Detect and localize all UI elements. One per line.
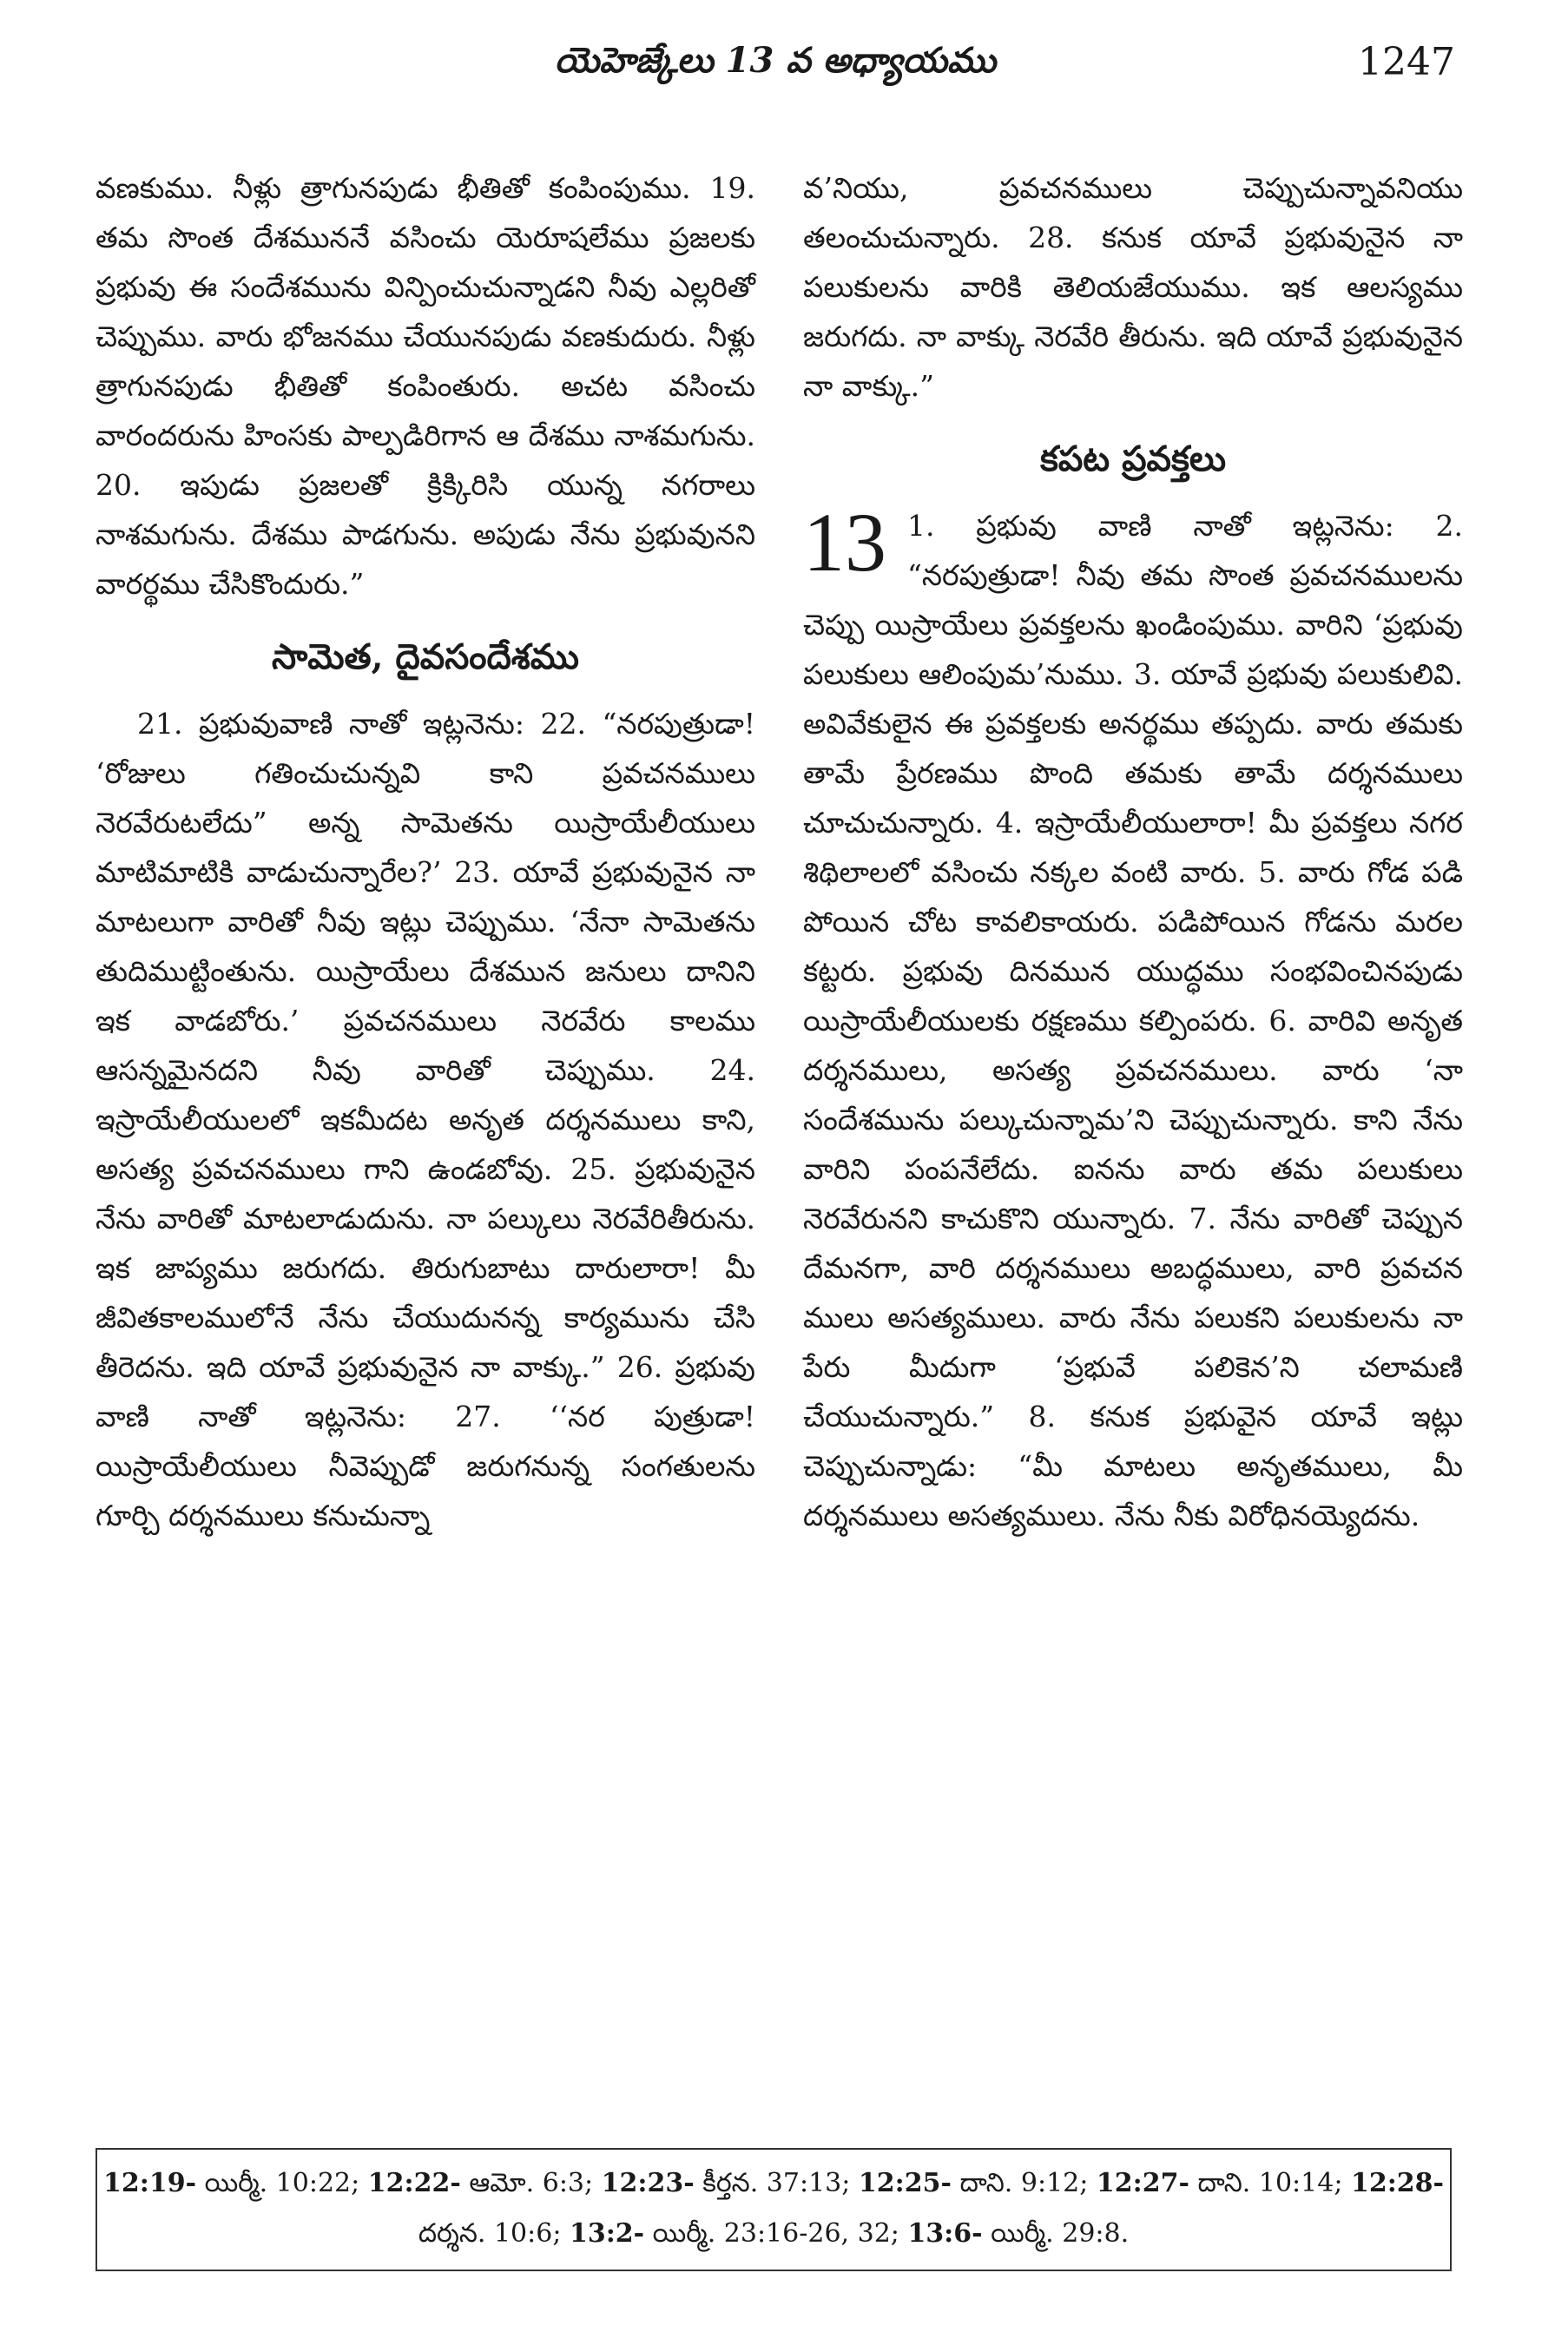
footnote-text: కీర్తన. 37:13;	[694, 2168, 859, 2198]
footnote-entry	[602, 2168, 859, 2198]
left-column	[96, 163, 755, 1540]
body-paragraph: వ’నియు, ప్రవచనములు చెప్పుచున్నావనియు తలంచుచున్నారు. 28. కనుక యావే ప్రభువునైన నా పలుకులను వారికి తెలియజేయుము. ఇక ఆలస్యము జరుగదు. నా వాక్కు నెరవేరి తీరును. ఇది యావే ప్రభువునైన నా వాక్కు.”	[803, 171, 1463, 403]
footnote-ref: 12:28-	[1350, 2168, 1444, 2198]
footnote-entry	[103, 2168, 368, 2198]
footnote-ref: 12:27-	[1096, 2168, 1189, 2198]
footnote-entry	[907, 2218, 1129, 2249]
cross-reference-box	[96, 2148, 1452, 2271]
running-title: యెహెజ్కేలు 13 వ అధ్యాయము	[554, 40, 997, 81]
footnote-entry	[859, 2168, 1097, 2198]
footnote-ref: 12:22-	[367, 2168, 461, 2198]
footnote-ref: 12:25-	[858, 2168, 952, 2198]
footnote-text: యిర్మీ. 23:16-26, 32;	[644, 2218, 908, 2249]
footnote-ref: 12:19-	[103, 2168, 197, 2198]
footnote-ref: 12:23-	[601, 2168, 695, 2198]
footnote-text: దాని. 10:14;	[1189, 2168, 1351, 2198]
section-heading: సామెత, దైవసందేశము	[272, 636, 579, 677]
footnote-entry	[368, 2168, 602, 2198]
page-header	[96, 33, 1455, 111]
footnote-text: యిర్మీ. 10:22;	[196, 2168, 368, 2198]
footnote-ref: 13:6-	[907, 2218, 983, 2249]
body-paragraph: వణకుము. నీళ్లు త్రాగునపుడు భీతితో కంపింపుము. 19. తమ సొంత దేశముననే వసించు యెరూషలేము ప్రజలకు ప్రభువు ఈ సందేశమును విన్పించుచున్నాడని నీవు ఎల్లరితో చెప్పుము. వారు భోజనము చేయునపుడు వణకుదురు. నీళ్లు త్రాగునపుడు భీతితో కంపింతురు. అచట వసించు వారందరును హింసకు పాల్పడిరిగాన ఆ దేశము నాశమగును. 20. ఇపుడు ప్రజలతో క్రిక్కిరిసి యున్న నగరాలు నాశమగును. దేశము పాడగును. అపుడు నేను ప్రభువునని వారర్థము చేసికొందురు.”	[96, 171, 755, 601]
footnote-text: దాని. 9:12;	[951, 2168, 1097, 2198]
footnote-text: ఆమో. 6:3;	[460, 2168, 602, 2198]
footnote-entry	[1097, 2168, 1351, 2198]
page-number: 1247	[1358, 40, 1455, 84]
section-heading: కపట ప్రవక్తలు	[1039, 438, 1227, 479]
footnote-text: యిర్మీ. 29:8.	[982, 2218, 1130, 2249]
right-column	[803, 163, 1463, 1540]
footnote-text: దర్శన. 10:6;	[418, 2218, 570, 2249]
body-paragraph: 21. ప్రభువువాణి నాతో ఇట్లనెను: 22. “నరపుత్రుడా! ‘రోజులు గతించుచున్నవి కాని ప్రవచనములు నెరవేరుటలేదు” అన్న సామెతను యిస్రాయేలీయులు మాటిమాటికి వాడుచున్నారేల?’ 23. యావే ప్రభువునైన నా మాటలుగా వారితో నీవు ఇట్లు చెప్పుము. ‘నేనా సామెతను తుదిముట్టింతును. యిస్రాయేలు దేశమున జనులు దానిని ఇక వాడబోరు.’ ప్రవచనములు నెరవేరు కాలము ఆసన్నమైనదని నీవు వారితో చెప్పుము. 24. ఇస్రాయేలీయులలో ఇకమీదట అనృత దర్శనములు కాని, అసత్య ప్రవచనములు గాని ఉండబోవు. 25. ప్రభువునైన నేను వారితో మాటలాడుదును. నా పల్కులు నెరవేరితీరును. ఇక జాప్యము జరుగదు. తిరుగుబాటు దారులారా! మీ జీవితకాలములోనే నేను చేయుదునన్న కార్యమును చేసి తీరెదను. ఇది యావే ప్రభువునైన నా వాక్కు.” 26. ప్రభువు వాణి నాతో ఇట్లనెను: 27. ‘‘నర పుత్రుడా! యిస్రాయేలీయులు నీవెప్పుడో జరుగనున్న సంగతులను గూర్చి దర్శనములు కనుచున్నా	[96, 707, 755, 1532]
footnote-ref: 13:2-	[569, 2218, 645, 2249]
chapter-block	[803, 496, 1463, 1540]
body-paragraph: 1. ప్రభువు వాణి నాతో ఇట్లనెను: 2. “నరపుత్రుడా! నీవు తమ సొంత ప్రవచనములను చెప్పు యిస్రాయేలు ప్రవక్తలను ఖండింపుము. వారిని ‘ప్రభువు పలుకులు ఆలింపుమ’నుము. 3. యావే ప్రభువు పలుకులివి. అవివేకులైన ఈ ప్రవక్తలకు అనర్థము తప్పదు. వారు తమకు తామే ప్రేరణము పొంది తమకు తామే దర్శనములు చూచుచున్నారు. 4. ఇస్రాయేలీయులారా! మీ ప్రవక్తలు నగర శిథిలాలలో వసించు నక్కల వంటి వారు. 5. వారు గోడ పడి పోయిన చోట కావలికాయరు. పడిపోయిన గోడను మరల కట్టరు. ప్రభువు దినమున యుద్ధము సంభవించినపుడు యిస్రాయేలీయులకు రక్షణము కల్పింపరు. 6. వారివి అనృత దర్శనములు, అసత్య ప్రవచనములు. వారు ‘నా సందేశమును పల్కుచున్నామ’ని చెప్పుచున్నారు. కాని నేను వారిని పంపనేలేదు. ఐనను వారు తమ పలుకులు నెరవేరునని కాచుకొని యున్నారు. 7. నేను వారితో చెప్పున దేమనగా, వారి దర్శనములు అబద్ధములు, వారి ప్రవచన ములు అసత్యములు. వారు నేను పలుకని పలుకులను నా పేరు మీదుగా ‘ప్రభువే పలికెన’ని చలామణి చేయుచున్నారు.” 8. కనుక ప్రభువైన యావే ఇట్లు చెప్పుచున్నాడు: “మీ మాటలు అనృతములు, మీ దర్శనములు అసత్యములు. నేను నీకు విరోధినయ్యెదను.	[803, 509, 1463, 1532]
chapter-number: 13	[803, 496, 886, 589]
footnote-entry	[570, 2218, 907, 2249]
